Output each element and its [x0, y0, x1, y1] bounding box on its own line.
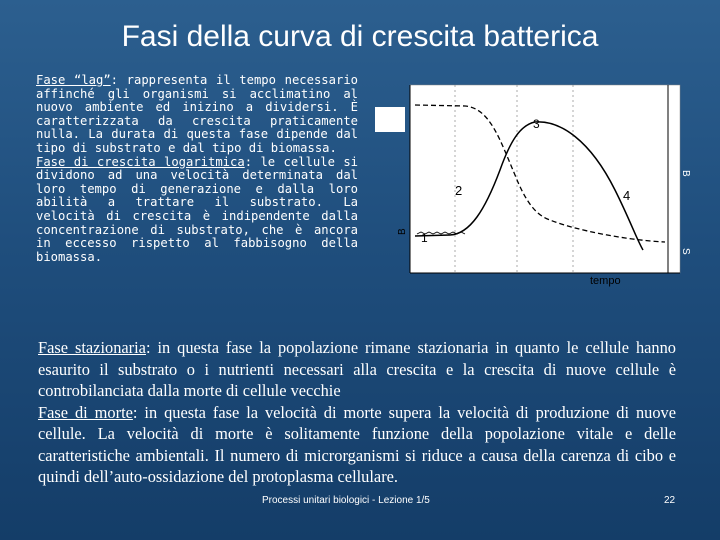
right-axis-bottom-label: S [680, 248, 691, 255]
x-axis-label: tempo [590, 275, 621, 287]
lag-phase-paragraph [36, 74, 358, 156]
log-phase-body: : le cellule si dividono ad una velocità determinata dal loro tempo di generazione e dalla loro abilità a trattare il substrato. La velocità di crescita è indipendente dalla concentrazione di substrato, che è ancora in eccesso rispetto al fabbisogno della biomassa. [36, 154, 359, 264]
phase-label-2: 2 [455, 183, 463, 198]
growth-curve-figure [375, 80, 695, 290]
footer-text: Processi unitari biologici - Lezione 1/5 [262, 495, 430, 506]
bottom-text-block [38, 337, 676, 488]
page-number: 22 [664, 495, 676, 506]
death-phase-body: : in questa fase la velocità di morte supera la velocità di produzione di nuove cellule. La velocità di morte è solitamente funzione della popolazione vitale e delle caratteristiche ambientali. Il numero di microrganismi si riduce a causa della carenza di cibo e quindi dell’auto-ossidazione del protoplasma cellulare. [38, 402, 676, 486]
left-text-block [36, 74, 358, 264]
log-phase-heading: Fase di crescita logaritmica [36, 154, 245, 169]
death-phase-heading: Fase di morte [38, 402, 133, 422]
phase-label-3: 3 [533, 117, 540, 131]
death-phase-paragraph [38, 402, 676, 488]
stationary-phase-paragraph [38, 337, 676, 402]
stationary-phase-body: : in questa fase la popolazione rimane stazionaria in quanto le cellule hanno esaurito il substrato o i nutrienti necessari alla crescita e la crescita di nuove cellule è controbilanciata dalla morte di cellule vecchie [38, 338, 676, 400]
lag-phase-body: : rappresenta il tempo necessario affinché gli organismi si acclimatino al nuovo ambiente ed inizino a dividersi. È caratterizzata da crescita praticamente nulla. La durata di questa fase dipende dal tipo di substrato e dal tipo di biomassa. [36, 73, 358, 155]
left-axis-label: B [397, 228, 408, 235]
phase-label-4: 4 [623, 188, 631, 203]
log-phase-paragraph [36, 156, 358, 265]
right-axis-top-label: B [680, 170, 691, 177]
slide-title: Fasi della curva di crescita batterica [121, 20, 599, 53]
stationary-phase-heading: Fase stazionaria [38, 338, 146, 357]
lag-phase-heading: Fase “lag” [36, 73, 111, 87]
phase-label-1: 1 [421, 231, 428, 245]
